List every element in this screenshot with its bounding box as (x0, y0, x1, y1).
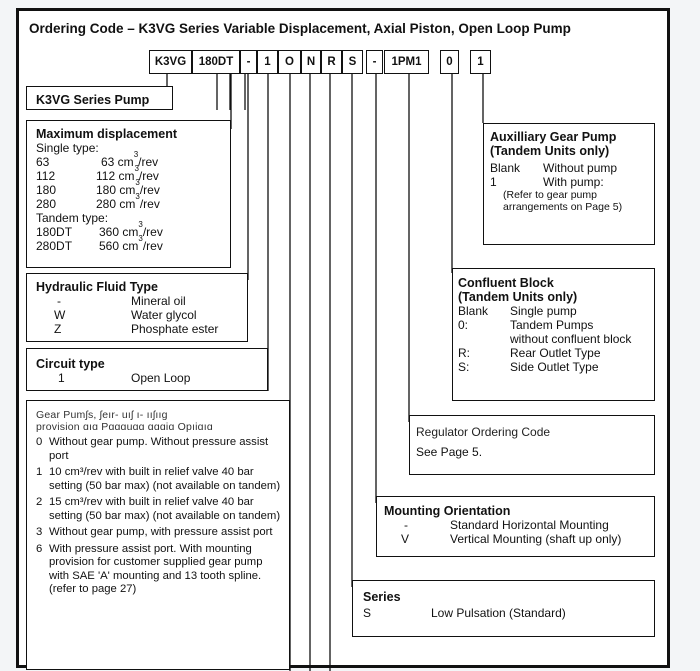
regulator-box (409, 415, 655, 475)
tandem-type-label: Tandem type: (36, 211, 109, 225)
mounting-orientation-box (376, 496, 655, 557)
aux-gear-note-2: arrangements on Page 5) (503, 201, 623, 213)
displacement-row: 180 180 cm 3 /rev (36, 178, 160, 197)
aux-gear-subtitle: (Tandem Units only) (490, 144, 610, 158)
aux-gear-pump-box (483, 123, 655, 245)
code-segment-n: N (301, 50, 321, 74)
page-title: Ordering Code – K3VG Series Variable Displacement, Axial Piston, Open Loop Pump (29, 21, 571, 36)
fluid-title: Hydraulic Fluid Type (36, 280, 159, 294)
regulator-title: Regulator Ordering Code (416, 425, 551, 439)
series-row: S Low Pulsation (Standard) (363, 606, 566, 620)
series-box (352, 580, 655, 637)
gear-options-heading: Gear Pumʃs, ʃeır‐ uıʃ ı‐ ııʃııg (36, 409, 168, 421)
code-segment-regulator: 1PM1 (384, 50, 429, 74)
confluent-title: Confluent Block (458, 276, 554, 290)
displacement-row: 63 63 cm 3 /rev (36, 150, 159, 169)
aux-gear-row: Blank Without pump (490, 161, 618, 175)
code-segment-confluent: 0 (440, 50, 459, 74)
aux-gear-row: 1 With pump: (490, 175, 604, 189)
code-segment-r: R (321, 50, 342, 74)
gear-options-heading-2: provision ɑıɑ Pɑɑɑuɑɑ ɑɑɑiɑ Opıiɑıɑ (36, 421, 213, 433)
code-segment-gear-option: O (278, 50, 301, 74)
displacement-row: 280DT 560 cm 3 /rev (36, 234, 163, 253)
code-segment-circuit: 1 (257, 50, 278, 74)
single-type-label: Single type: (36, 141, 99, 155)
code-segment-displacement: 180DT (192, 50, 240, 74)
mounting-row: V Vertical Mounting (shaft up only) (401, 532, 622, 546)
displacement-row: 112 112 cm 3 /rev (36, 164, 159, 183)
code-segment-model: K3VG (149, 50, 192, 74)
aux-gear-note: (Refer to gear pump (503, 189, 597, 201)
confluent-row: 0: Tandem Pumps (458, 318, 594, 332)
fluid-row: Z Phosphate ester (54, 322, 219, 336)
fluid-row: W Water glycol (54, 308, 197, 322)
mounting-title: Mounting Orientation (384, 504, 511, 518)
circuit-row: 1 Open Loop (58, 371, 191, 385)
ordering-code-page (16, 8, 670, 668)
confluent-block-box (452, 268, 655, 401)
code-segment-series: S (342, 50, 363, 74)
fluid-type-box (26, 273, 248, 342)
regulator-text: See Page 5. (416, 445, 483, 459)
confluent-row: without confluent block (510, 332, 632, 346)
confluent-row: R: Rear Outlet Type (458, 346, 601, 360)
code-segment-dash-2: - (366, 50, 383, 74)
gear-option-item: 3 Without gear pump, with pressure assist port (36, 526, 273, 538)
confluent-subtitle: (Tandem Units only) (458, 290, 578, 304)
code-segment-aux-gear: 1 (470, 50, 491, 74)
displacement-row: 180DT 360 cm 3 /rev (36, 220, 163, 239)
series-pump-title: K3VG Series Pump (36, 93, 150, 107)
fluid-row: - Mineral oil (57, 294, 186, 308)
code-segment-dash: - (240, 50, 257, 74)
series-pump-box (26, 86, 173, 110)
gear-option-item: 6 With pressure assist port. With mounting provision for customer supplied gear pump with SAE 'A' mounting and 13 tooth spline. (refer to page 27) (36, 542, 263, 595)
circuit-title: Circuit type (36, 357, 105, 371)
circuit-type-box (26, 348, 268, 391)
mounting-row: - Standard Horizontal Mounting (404, 518, 609, 532)
confluent-row: Blank Single pump (458, 304, 577, 318)
aux-gear-title: Auxilliary Gear Pump (490, 130, 617, 144)
displacement-title: Maximum displacement (36, 127, 178, 141)
series-title: Series (363, 590, 401, 604)
displacement-row: 280 280 cm 3 /rev (36, 192, 160, 211)
gear-pump-options-box (26, 400, 290, 670)
gear-option-item: 1 10 cm³/rev with built in relief valve 40 bar setting (50 bar max) (not available on tandem) (36, 466, 281, 492)
confluent-row: S: Side Outlet Type (458, 360, 599, 374)
gear-option-item: 2 15 cm³/rev with built in relief valve 40 bar setting (50 bar max) (not available on tandem) (36, 496, 281, 522)
gear-option-item: 0 Without gear pump. Without pressure assist port (36, 436, 269, 462)
max-displacement-box (26, 120, 231, 268)
